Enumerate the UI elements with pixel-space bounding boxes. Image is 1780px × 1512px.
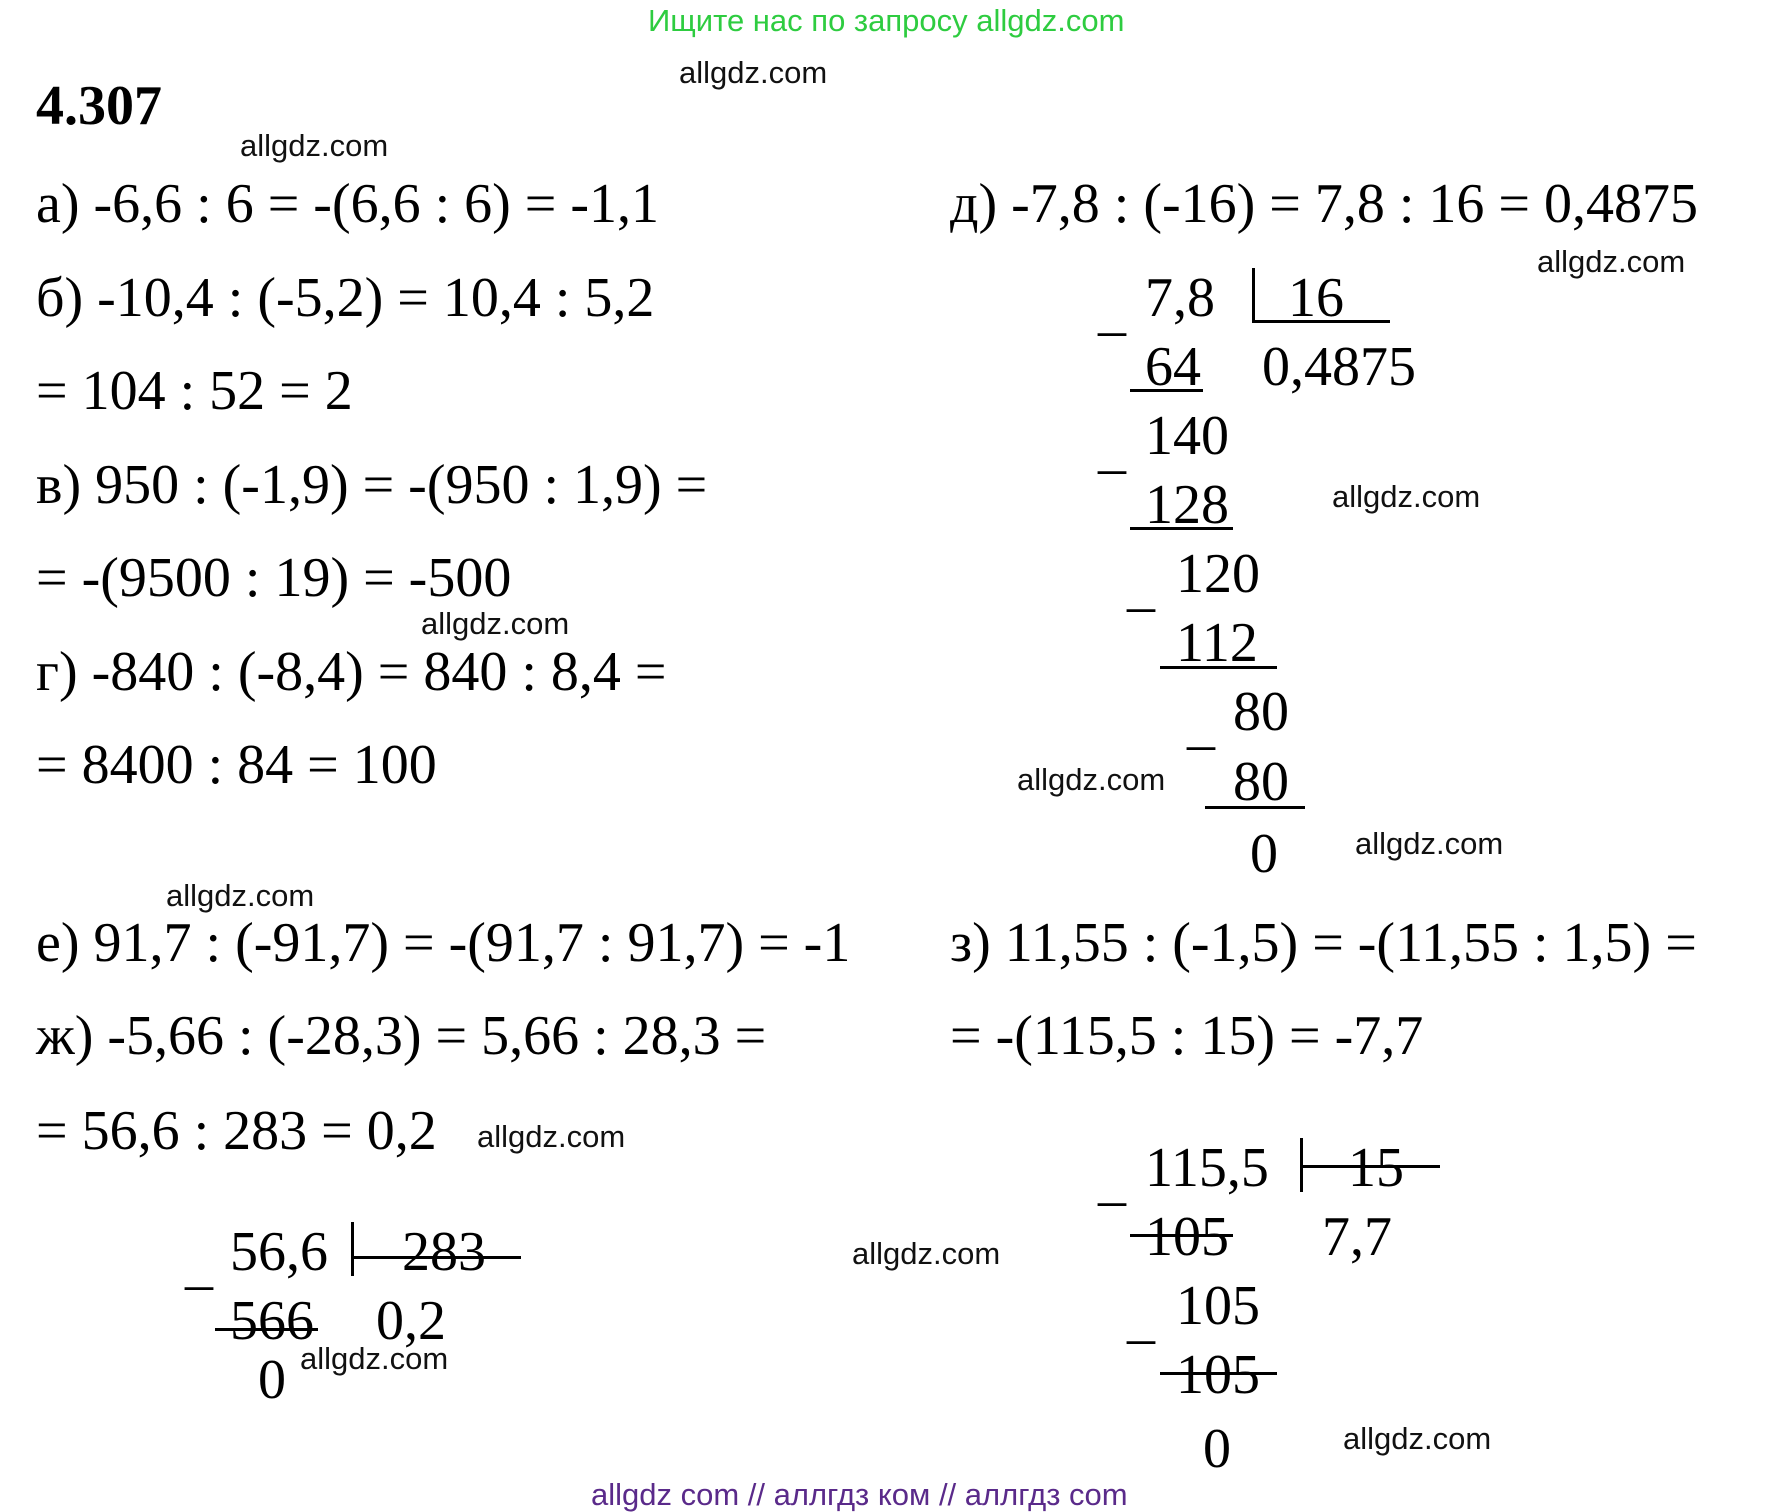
division-bar (1252, 268, 1255, 322)
division-step: 112 (1176, 612, 1258, 674)
division-step-underline (1160, 1372, 1277, 1375)
division-dividend: 115,5 (1145, 1137, 1269, 1199)
solution-e: е) 91,7 : (-91,7) = -(91,7 : 91,7) = -1 (36, 912, 851, 974)
division-minus-sign: _ (1098, 418, 1126, 480)
solution-a: а) -6,6 : 6 = -(6,6 : 6) = -1,1 (36, 173, 660, 235)
division-divisor-underline (1252, 320, 1390, 323)
division-minus-sign: _ (1098, 1150, 1126, 1212)
division-divisor: 16 (1288, 267, 1344, 329)
division-step: 140 (1145, 405, 1229, 467)
division-dividend: 56,6 (230, 1221, 328, 1283)
watermark: allgdz.com (1017, 762, 1166, 797)
division-step-underline (1130, 1234, 1233, 1237)
solution-b-line2: = 104 : 52 = 2 (36, 360, 353, 422)
division-step-underline (1130, 389, 1203, 392)
division-step: 105 (1176, 1344, 1260, 1406)
division-minus-sign: _ (185, 1234, 213, 1296)
division-remainder: 0 (258, 1349, 286, 1411)
solution-v-line1: в) 950 : (-1,9) = -(950 : 1,9) = (36, 454, 708, 516)
problem-number: 4.307 (36, 75, 162, 137)
division-step-underline (1160, 666, 1277, 669)
solution-zh-line1: ж) -5,66 : (-28,3) = 5,66 : 28,3 = (36, 1005, 767, 1067)
solution-b-line1: б) -10,4 : (-5,2) = 10,4 : 5,2 (36, 267, 655, 329)
division-step-underline (215, 1328, 318, 1331)
division-step: 128 (1145, 474, 1229, 536)
division-step: 566 (230, 1290, 314, 1352)
division-minus-sign: _ (1127, 1288, 1155, 1350)
division-divisor-underline (351, 1256, 521, 1259)
division-minus-sign: _ (1187, 694, 1215, 756)
solution-zh-line2: = 56,6 : 283 = 0,2 (36, 1100, 437, 1162)
division-bar (351, 1222, 354, 1276)
division-step: 64 (1145, 336, 1201, 398)
top-banner: Ищите нас по запросу allgdz.com (648, 3, 1125, 38)
division-quotient: 7,7 (1322, 1206, 1392, 1268)
footer-banner: allgdz com // аллгдз ком // аллгдз com (591, 1477, 1128, 1512)
watermark: allgdz.com (166, 878, 315, 913)
solution-g-line1: г) -840 : (-8,4) = 840 : 8,4 = (36, 641, 667, 703)
division-dividend: 7,8 (1145, 267, 1215, 329)
division-quotient: 0,4875 (1262, 336, 1416, 398)
solution-d: д) -7,8 : (-16) = 7,8 : 16 = 0,4875 (950, 173, 1699, 235)
division-quotient: 0,2 (376, 1290, 446, 1352)
watermark: allgdz.com (421, 606, 570, 641)
division-divisor: 15 (1348, 1137, 1404, 1199)
division-step-underline (1130, 527, 1233, 530)
division-step: 120 (1176, 543, 1260, 605)
watermark: allgdz.com (1355, 826, 1504, 861)
division-minus-sign: _ (1127, 556, 1155, 618)
division-step: 105 (1176, 1275, 1260, 1337)
solution-z-line2: = -(115,5 : 15) = -7,7 (950, 1005, 1424, 1067)
division-divisor-underline (1300, 1165, 1440, 1168)
solution-v-line2: = -(9500 : 19) = -500 (36, 547, 512, 609)
solution-z-line1: з) 11,55 : (-1,5) = -(11,55 : 1,5) = (950, 912, 1697, 974)
division-minus-sign: _ (1098, 280, 1126, 342)
watermark: allgdz.com (477, 1119, 626, 1154)
division-step-underline (1205, 806, 1305, 809)
watermark: allgdz.com (300, 1341, 449, 1376)
division-step: 80 (1233, 751, 1289, 813)
watermark: allgdz.com (852, 1236, 1001, 1271)
solution-g-line2: = 8400 : 84 = 100 (36, 734, 437, 796)
watermark: allgdz.com (1343, 1421, 1492, 1456)
division-step: 105 (1145, 1206, 1229, 1268)
watermark: allgdz.com (679, 55, 828, 90)
division-remainder: 0 (1250, 823, 1278, 885)
watermark: allgdz.com (1332, 479, 1481, 514)
division-step: 80 (1233, 681, 1289, 743)
watermark: allgdz.com (240, 128, 389, 163)
division-divisor: 283 (402, 1221, 486, 1283)
division-remainder: 0 (1203, 1418, 1231, 1480)
watermark: allgdz.com (1537, 244, 1686, 279)
